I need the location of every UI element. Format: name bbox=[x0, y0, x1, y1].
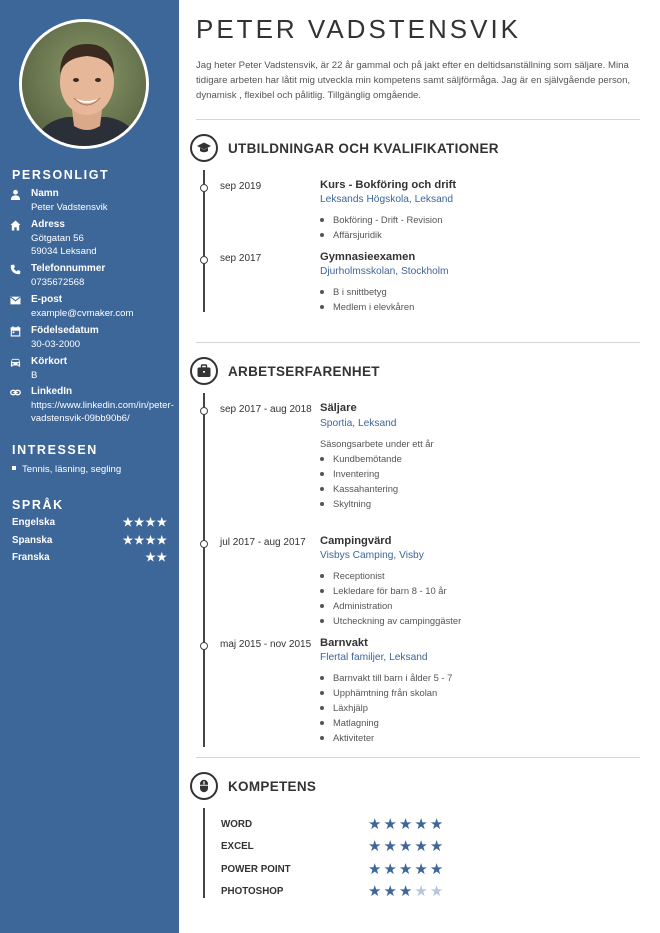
entry-subtitle: Visbys Camping, Visby bbox=[320, 550, 424, 561]
list-item: Upphämtning från skolan bbox=[320, 687, 437, 698]
entry-date: maj 2015 - nov 2015 bbox=[220, 639, 312, 650]
star-filled-icon: ★ bbox=[414, 838, 430, 855]
personal-value: Götgatan 56 59034 Leksand bbox=[31, 233, 97, 257]
entry-subtitle: Flertal familjer, Leksand bbox=[320, 652, 428, 663]
graduation-cap-icon bbox=[197, 141, 211, 155]
sidebar bbox=[0, 0, 179, 933]
language-row: Spanska ★★★★ bbox=[12, 535, 168, 547]
personal-value: 0735672568 bbox=[31, 277, 85, 288]
star-filled-icon: ★ bbox=[429, 861, 446, 878]
list-item: Bokföring - Drift - Revision bbox=[320, 214, 442, 225]
entry-title: Campingvärd bbox=[320, 535, 392, 547]
list-item: Administration bbox=[320, 600, 392, 611]
education-section-title: UTBILDNINGAR OCH KVALIFIKATIONER bbox=[228, 141, 499, 156]
list-item: Inventering bbox=[320, 468, 379, 479]
work-section-icon bbox=[190, 357, 218, 385]
entry-description: Säsongsarbete under ett år bbox=[320, 438, 434, 449]
language-stars: ★★ bbox=[145, 552, 168, 564]
list-item: Kundbemötande bbox=[320, 453, 402, 464]
interests-heading: INTRESSEN bbox=[12, 443, 98, 457]
skill-name: POWER POINT bbox=[221, 864, 291, 875]
entry-title: Gymnasieexamen bbox=[320, 251, 416, 263]
link-icon bbox=[10, 387, 21, 398]
languages-heading: SPRÅK bbox=[12, 498, 64, 512]
star-filled-icon: ★ bbox=[383, 816, 399, 833]
entry-date: sep 2017 bbox=[220, 253, 262, 264]
star-filled-icon: ★ bbox=[429, 816, 446, 833]
profile-photo bbox=[19, 19, 149, 149]
phone-icon bbox=[10, 264, 21, 275]
skill-name: PHOTOSHOP bbox=[221, 886, 284, 897]
language-stars: ★★★★ bbox=[122, 535, 168, 547]
list-item: Kassahantering bbox=[320, 483, 398, 494]
page-title: PETER VADSTENSVIK bbox=[196, 14, 522, 44]
star-filled-icon: ★ bbox=[398, 861, 415, 878]
timeline-dot bbox=[200, 540, 208, 548]
entry-date: jul 2017 - aug 2017 bbox=[220, 537, 306, 548]
entry-subtitle: Leksands Högskola, Leksand bbox=[320, 194, 454, 205]
star-filled-icon: ★ bbox=[398, 838, 415, 855]
star-filled-icon: ★ bbox=[368, 816, 384, 833]
entry-title: Barnvakt bbox=[320, 637, 368, 649]
entry-title: Kurs - Bokföring och drift bbox=[320, 179, 457, 191]
briefcase-icon bbox=[197, 364, 211, 378]
skill-rating bbox=[368, 860, 445, 878]
entry-date: sep 2017 - aug 2018 bbox=[220, 404, 312, 415]
personal-label: E-post bbox=[31, 294, 63, 305]
skill-name: EXCEL bbox=[221, 841, 254, 852]
star-empty-icon: ★ bbox=[414, 883, 430, 900]
personal-heading: PERSONLIGT bbox=[12, 168, 110, 182]
timeline-dot bbox=[200, 184, 208, 192]
personal-label: Födelsedatum bbox=[31, 325, 99, 336]
car-icon bbox=[10, 357, 21, 368]
mouse-icon bbox=[197, 779, 211, 793]
list-item: Skyltning bbox=[320, 498, 371, 509]
timeline-dot bbox=[200, 256, 208, 264]
skill-rating bbox=[368, 837, 445, 855]
personal-value: 30-03-2000 bbox=[31, 339, 81, 350]
skill-name: WORD bbox=[221, 819, 253, 830]
linkedin-link[interactable]: https://www.linkedin.com/in/peter- vadstensvik-09bb90b6/ bbox=[31, 400, 174, 424]
personal-label: Namn bbox=[31, 188, 59, 199]
language-stars: ★★★★ bbox=[122, 517, 168, 529]
list-item: Läxhjälp bbox=[320, 702, 368, 713]
star-filled-icon: ★ bbox=[383, 838, 399, 855]
calendar-icon bbox=[10, 326, 21, 337]
email-icon bbox=[10, 295, 21, 306]
person-icon bbox=[10, 189, 21, 200]
divider bbox=[196, 342, 640, 343]
star-empty-icon: ★ bbox=[429, 883, 446, 900]
list-item: Medlem i elevkåren bbox=[320, 301, 414, 312]
timeline-dot bbox=[200, 642, 208, 650]
star-filled-icon: ★ bbox=[368, 838, 384, 855]
education-section-icon bbox=[190, 134, 218, 162]
list-item: Matlagning bbox=[320, 717, 379, 728]
summary-text: Jag heter Peter Vadstensvik, är 22 år gammal och på jakt efter en deltidsanställning som säljare. Mina tidigare arbeten har låtit mig utveckla min kompetens samt säljförmåga. Jag är en självgående person, dynamisk , flexibel och pålitlig. Tillgänglig omgående. bbox=[196, 60, 631, 101]
timeline-line bbox=[203, 393, 205, 747]
language-row: Franska ★★ bbox=[12, 552, 168, 564]
personal-label: Adress bbox=[31, 219, 65, 230]
star-filled-icon: ★ bbox=[368, 861, 384, 878]
star-filled-icon: ★ bbox=[398, 816, 415, 833]
divider bbox=[196, 757, 640, 758]
star-filled-icon: ★ bbox=[368, 883, 384, 900]
entry-subtitle: Sportia, Leksand bbox=[320, 418, 397, 429]
personal-value: example@cvmaker.com bbox=[31, 308, 134, 319]
home-icon bbox=[10, 220, 21, 231]
timeline-line bbox=[203, 808, 205, 898]
personal-value: B bbox=[31, 370, 38, 381]
entry-title: Säljare bbox=[320, 402, 357, 414]
skills-section-title: KOMPETENS bbox=[228, 779, 317, 794]
divider bbox=[196, 119, 640, 120]
entry-subtitle: Djurholmsskolan, Stockholm bbox=[320, 266, 449, 277]
list-item: Utcheckning av campinggäster bbox=[320, 615, 461, 626]
list-item: Lekledare för barn 8 - 10 år bbox=[320, 585, 447, 596]
list-item: Receptionist bbox=[320, 570, 385, 581]
list-item: Barnvakt till barn i ålder 5 - 7 bbox=[320, 672, 452, 683]
interests-item: Tennis, läsning, segling bbox=[12, 464, 121, 475]
skill-rating bbox=[368, 815, 445, 833]
list-item: Affärsjuridik bbox=[320, 229, 382, 240]
personal-label: Telefonnummer bbox=[31, 263, 106, 274]
personal-value: Peter Vadstensvik bbox=[31, 202, 108, 213]
work-section-title: ARBETSERFARENHET bbox=[228, 364, 380, 379]
language-row: Engelska ★★★★ bbox=[12, 517, 168, 529]
star-filled-icon: ★ bbox=[383, 861, 399, 878]
list-item: Aktiviteter bbox=[320, 732, 374, 743]
star-filled-icon: ★ bbox=[398, 883, 415, 900]
star-filled-icon: ★ bbox=[414, 861, 430, 878]
personal-label: Körkort bbox=[31, 356, 68, 367]
star-filled-icon: ★ bbox=[429, 838, 446, 855]
list-item: B i snittbetyg bbox=[320, 286, 387, 297]
entry-date: sep 2019 bbox=[220, 181, 262, 192]
skill-rating bbox=[368, 882, 445, 900]
personal-label: LinkedIn bbox=[31, 386, 73, 397]
skills-section-icon bbox=[190, 772, 218, 800]
star-filled-icon: ★ bbox=[414, 816, 430, 833]
timeline-dot bbox=[200, 407, 208, 415]
star-filled-icon: ★ bbox=[383, 883, 399, 900]
